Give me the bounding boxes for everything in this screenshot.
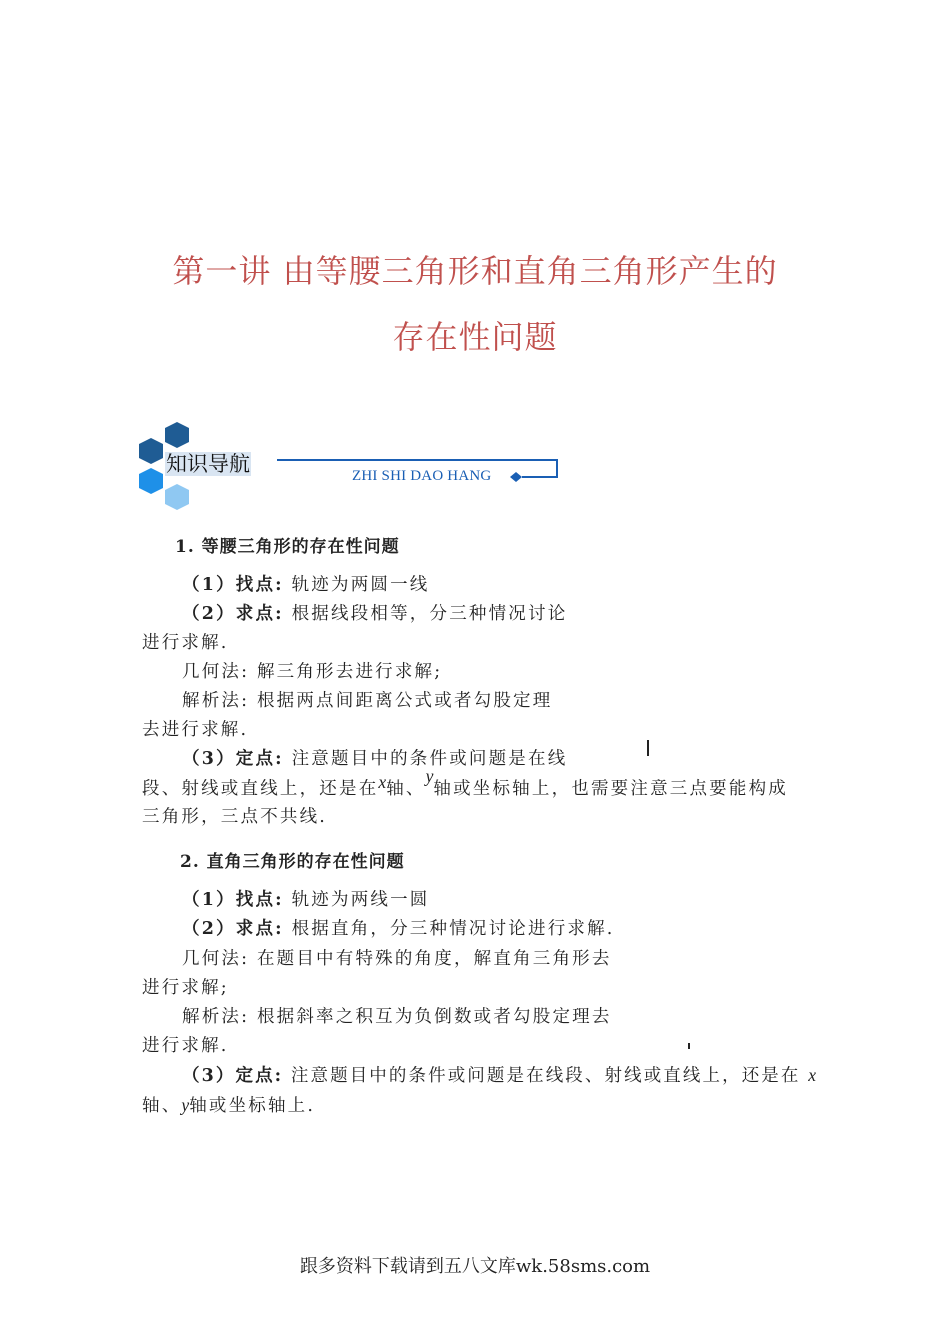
s1-fix-cont2: 三角形，三点不共线.: [142, 807, 328, 827]
s2-find-label: （1）找点:: [182, 890, 284, 910]
s1-solve-label: （2）求点:: [182, 604, 284, 624]
s2-analytic-cont: 进行求解.: [142, 1036, 229, 1056]
s1-fix-cont: [142, 766, 788, 800]
var-y: y: [425, 766, 434, 786]
section2-heading: 2. 直角三角形的存在性问题: [180, 852, 405, 872]
s2-fix-cont-a: 轴、: [142, 1096, 182, 1116]
section1-heading: 1. 等腰三角形的存在性问题: [175, 537, 400, 557]
s1-find-label: （1）找点:: [182, 575, 284, 595]
nav-subtitle: ZHI SHI DAO HANG: [352, 468, 492, 484]
nav-title: 知识导航: [166, 452, 250, 476]
text-cursor-mark-2: [688, 1043, 690, 1049]
text-cursor-mark: [647, 740, 649, 756]
s1-solve-point: [182, 603, 567, 625]
s2-fix-point: [182, 1064, 816, 1087]
s1-find-text: 轨迹为两圆一线: [283, 575, 430, 595]
s1-analytic-cont: 去进行求解.: [142, 720, 249, 740]
footer-link-text: 跟多资料下载请到五八文库wk.58sms.com: [299, 1256, 651, 1277]
s2-fix-cont: [142, 1094, 315, 1117]
s1-solve-cont: 进行求解.: [142, 633, 229, 653]
s2-solve-text: 根据直角，分三种情况讨论进行求解.: [283, 919, 615, 939]
page-title-line2: 存在性问题: [392, 318, 558, 356]
s2-solve-point: [182, 918, 615, 940]
s1-fix-cont-a: 段、射线或直线上，还是在: [142, 779, 379, 799]
page-title-line1: 第一讲 由等腰三角形和直角三角形产生的: [172, 252, 778, 290]
s1-fix-point: [182, 748, 567, 770]
s2-find-point: [182, 889, 430, 911]
s1-fix-text: 注意题目中的条件或问题是在线: [283, 749, 568, 769]
s2-solve-label: （2）求点:: [182, 919, 284, 939]
knowledge-nav-banner: [137, 420, 567, 510]
s1-analytic-method: 解析法: 根据两点间距离公式或者勾股定理: [182, 691, 553, 711]
s1-fix-label: （3）定点:: [182, 749, 284, 769]
var-x: x: [378, 772, 387, 792]
s1-geometry-method: 几何法: 解三角形去进行求解;: [182, 662, 443, 682]
var-x-2: x: [808, 1065, 816, 1085]
s2-geometry-cont: 进行求解;: [142, 978, 229, 998]
s2-fix-label: （3）定点:: [182, 1066, 284, 1086]
s2-find-text: 轨迹为两线一圆: [283, 890, 430, 910]
s2-fix-text: 注意题目中的条件或问题是在线段、射线或直线上，还是在: [283, 1066, 801, 1086]
s1-fix-cont-c: 轴或坐标轴上，也需要注意三点要能构成: [433, 779, 788, 799]
var-y-2: y: [181, 1095, 190, 1115]
s2-fix-cont-b: 轴或坐标轴上.: [189, 1096, 316, 1116]
s1-find-point: [182, 574, 430, 596]
s2-analytic-method: 解析法: 根据斜率之积互为负倒数或者勾股定理去: [182, 1007, 612, 1027]
s2-geometry-method: 几何法: 在题目中有特殊的角度，解直角三角形去: [182, 949, 612, 969]
s1-fix-cont-b: 轴、: [386, 779, 426, 799]
s1-solve-text: 根据线段相等，分三种情况讨论: [283, 604, 568, 624]
